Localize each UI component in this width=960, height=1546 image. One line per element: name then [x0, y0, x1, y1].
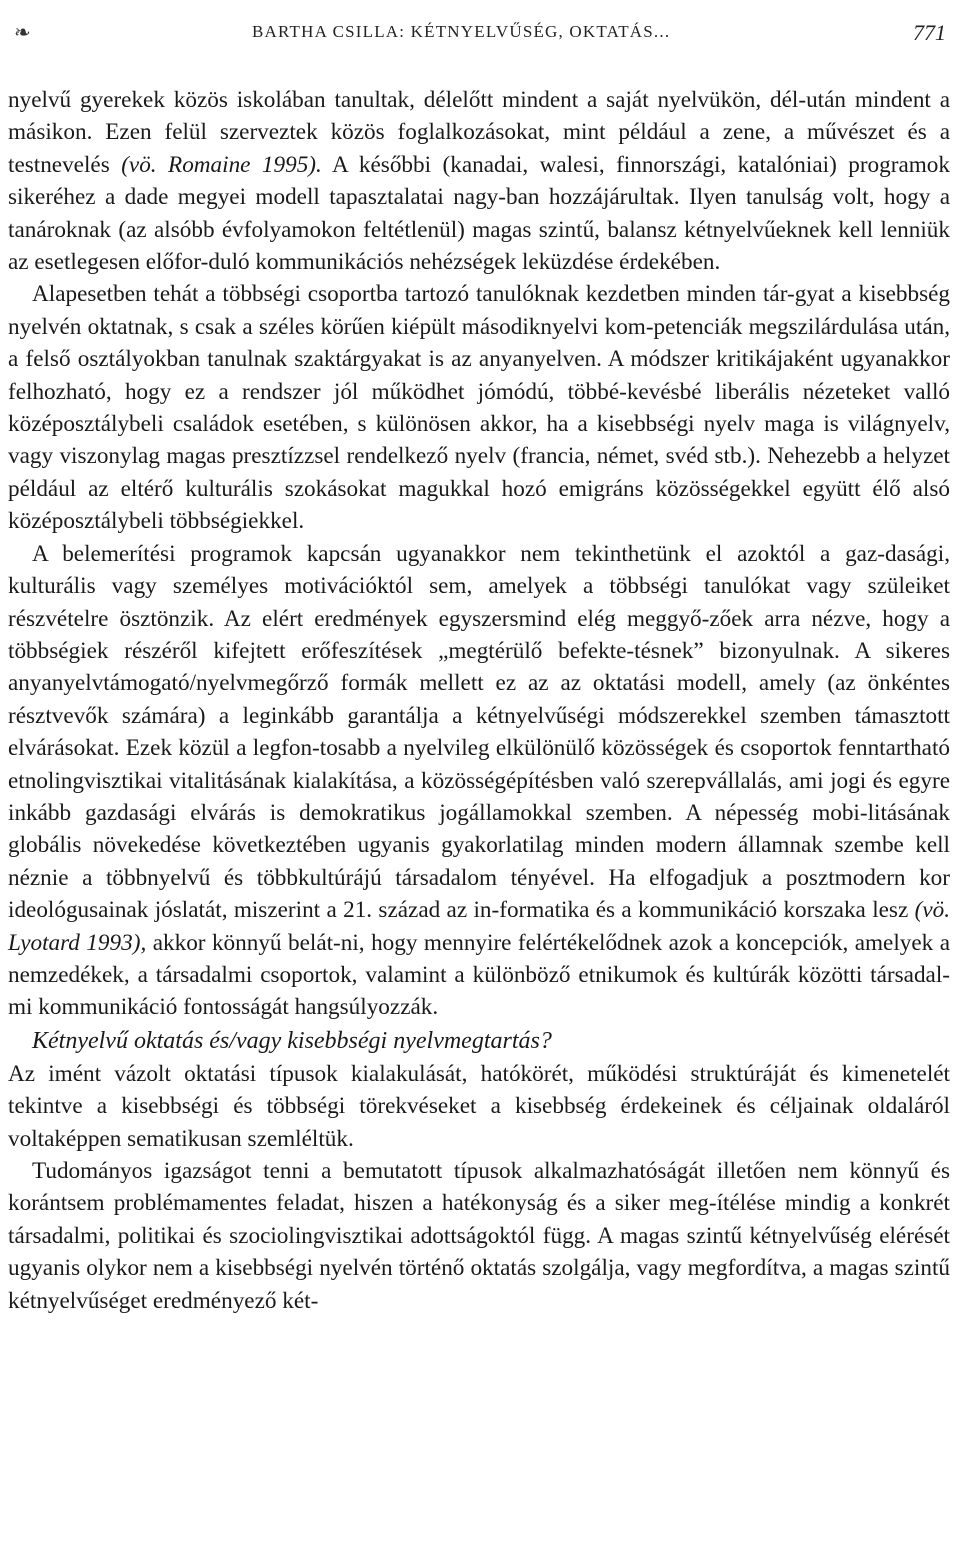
citation-text: (vö. Romaine 1995). [121, 151, 322, 178]
paragraph-text: Az imént vázolt oktatási típusok kialakulását, hatókörét, működési struktúráját és kimenetelét tekintve a kisebbségi és többségi törekvéseket a kisebbség érdekeinek és céljainak oldaláról voltaképpen sematikusan szemléltük. [8, 1060, 950, 1152]
citation-text: (vö. Lyotard 1993), [8, 897, 950, 956]
paragraph-text: A későbbi (kanadai, walesi, finnországi, katalóniai) programok sikeréhez a dade megyei modell tapasztalatai nagy-ban hozzájárultak. Ilyen tanulság volt, hogy a tanároknak (az alsóbb évfolyamokon feltétlenül) magas szintű, balansz kétnyelvűeknek kell lenniük az esetlegesen előfor-duló kommunikációs nehézségek leküzdése érdekében. [8, 151, 950, 276]
paragraph [8, 538, 950, 1024]
body-text [8, 84, 950, 1317]
page-number: 771 [913, 20, 946, 45]
paragraph [8, 278, 950, 537]
ornament-icon: ❧ [14, 22, 31, 44]
paragraph-text: Tudományos igazságot tenni a bemutatott típusok alkalmazhatóságát illetően nem könnyű és korántsem problémamentes feladat, hiszen a hatékonyság és a siker meg-ítélése mindig a konkrét társadalmi, politikai és szociolingvisztikai adottságoktól függ. A magas szintű kétnyelvűség elérését ugyanis olykor nem a kisebbségi nyelvén történő oktatás szolgálja, vagy megfordítva, a magas szintű kétnyelvűséget eredményező két- [8, 1158, 950, 1314]
paragraph-text: akkor könnyű belát-ni, hogy mennyire felértékelődnek azok a koncepciók, amelyek a nemzedékek, a társadalmi csoportok, valamint a különböző etnikumok és kultúrák közötti társadal-mi kommunikáció fontosságát hangsúlyozzák. [8, 929, 951, 1021]
paragraph [8, 1155, 950, 1317]
paragraph [8, 84, 950, 278]
running-title: BARTHA CSILLA: KÉTNYELVŰSÉG, OKTATÁS... [252, 22, 671, 41]
section-heading: Kétnyelvű oktatás és/vagy kisebbségi nyelvmegtartás? [32, 1027, 552, 1054]
paragraph [8, 1058, 950, 1155]
running-header [0, 16, 960, 52]
paragraph-text: nyelvű gyerekek közös iskolában tanultak, délelőtt mindent a saját nyelvükön, dél-után mindent a másikon. Ezen felül szerveztek közös foglalkozásokat, mint például a zene, a művészet és a testnevelés [8, 87, 950, 178]
paragraph-text: A belemerítési programok kapcsán ugyanakkor nem tekinthetünk el azoktól a gaz-dasági, kulturális vagy személyes motivációktól sem, amelyek a többségi tanulókat vagy szüleiket részvételre ösztönzik. Az elért eredmények egyszersmind elég meggyő-zőek arra nézve, hogy a többségiek részéről kifejtett erőfeszítések „megtérülő befekte-tésnek” bizonyulnak. A sikeres anyanyelvtámogató/nyelvmegőrző formák mellett ez az az oktatási modell, amely (az önkéntes résztvevők számára) a leginkább garantálja a kétnyelvűségi módszerekkel szemben támasztott elvárásokat. Ezek közül a legfon-tosabb a nyelvileg elkülönülő közösségek és csoportok fenntartható etnolingvisztikai vitalitásának kialakítása, a közösségépítésben való szerepvállalás, ami jogi és egyre inkább gazdasági elvárás is demokratikus jogállamokkal szemben. A népesség mobi-litásának globális növekedése következtében ugyanis gyakorlatilag minden modern államnak szembe kell néznie a többnyelvű és többkultúrájú társadalom tényével. Ha elfogadjuk a posztmodern kor ideológusainak jóslatát, miszerint a 21. század az in-formatika és a kommunikáció korszaka lesz [8, 540, 950, 924]
paragraph-text: Alapesetben tehát a többségi csoportba tartozó tanulóknak kezdetben minden tár-gyat a kisebbség nyelvén oktatnak, s csak a széles körűen kiépült másodiknyelvi kom-petenciák megszilárdulása után, a felső osztályokban tanulnak szaktárgyakat is az anyanyelven. A módszer kritikájaként ugyanakkor felhozható, hogy ez a rendszer jól működhet jómódú, többé-kevésbé liberális nézeteket valló középosztálybeli családok esetében, s különösen akkor, ha a kisebbségi nyelv maga is világnyelv, vagy viszonylag magas presztízzsel rendelkező nyelv (francia, német, svéd stb.). Nehezebb a helyzet például az eltérő kulturális szokásokat magukkal hozó emigráns közösségekkel együtt élő alsó középosztálybeli többségiekkel. [8, 281, 950, 535]
